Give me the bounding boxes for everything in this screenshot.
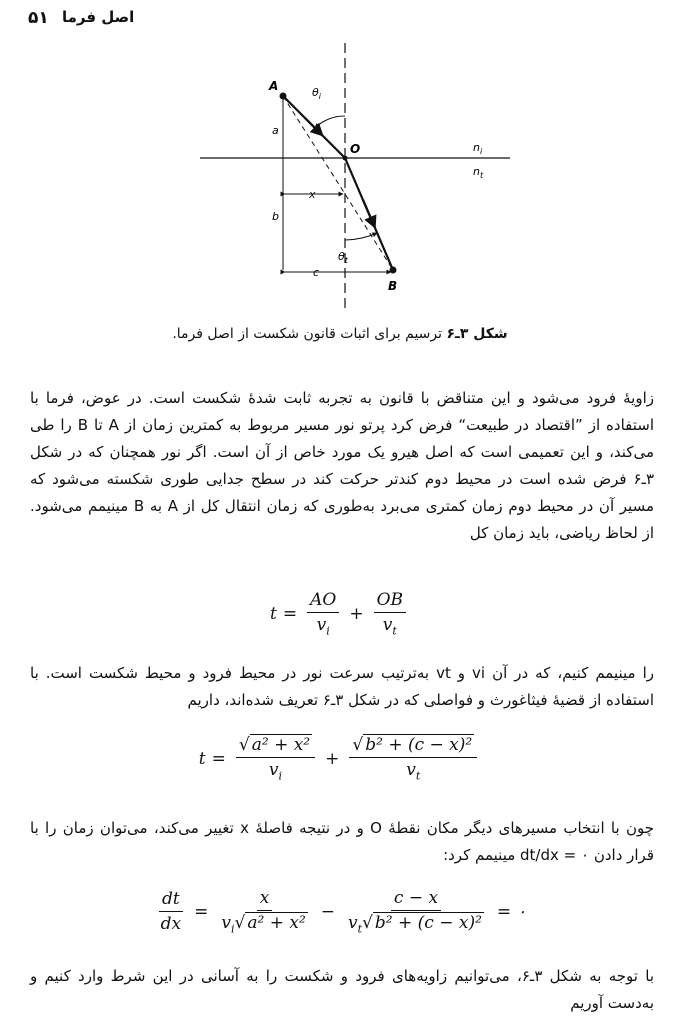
paragraph-1: زاویهٔ فرود می‌شود و این متناقض با قانون به تجربه ثابت شدهٔ شکست است. در عوض، فرما با استفاده از ”اقتصاد در طبیعت“ فرض کرد پرتو نور مسیر مربوط به کمترین زمان از A تا B را طی می‌کند، و این تعمیمی است که اصل هیرو یک مورد خاص از آن است. اگر نور همچنان که در شکل ۳ـ۶ فرض شده است در محیط دوم کندتر حرکت کند در سطح جدایی طوری شکسته می‌شود که مسیر آن در محیط دوم زمان کمتری می‌برد به‌طوری که زمان انتقال کل از A به B مینیمم می‌شود. از لحاظ ریاضی، باید زمان کل [30,389,655,542]
label-b: b [272,210,279,223]
page-number: ۵۱ [28,8,49,28]
paragraph-2: را مینیمم کنیم، که در آن vi و vt به‌ترتیب سرعت نور در محیط فرود و محیط شکست است. با استفاده از قضیهٔ فیثاغورث و فواصلی که در شکل ۳ـ۶ تعریف شده‌اند، داریم [30,664,654,709]
equation-2: t = $\frac{\text{√ a² + x²}}{v_i}$ + $\frac{\text{√ b² + (c − x)²}}{v_t}$ [0,735,680,782]
running-title: اصل فرما [62,8,135,26]
label-O: O [350,142,361,156]
refraction-figure [195,38,515,314]
incident-ray-arrow [305,118,319,132]
equation-3: $\frac{dt}{dx}$ = $\frac{x}{v_i√ a^2 + x^2}$ − $\frac{c - x}{v_t√ b^2 + (c - x)^2}$ = ۰ [160,888,527,936]
label-B: B [388,279,398,293]
label-A: A [269,79,279,93]
paragraph-3: چون با انتخاب مسیرهای دیگر مکان نقطهٔ O و در نتیجه فاصلهٔ x تغییر می‌کند، می‌توان زمان را با قرار دادن dt/dx = ۰ مینیمم کرد: [30,819,654,864]
caption-text: ترسیم برای اثبات قانون شکست از اصل فرما. [172,326,443,342]
figure-caption [40,326,640,342]
label-x: x [309,188,316,201]
paragraph-4: با توجه به شکل ۳ـ۶، می‌توانیم زاویه‌های فرود و شکست را به آسانی در این شرط وارد کنیم و به‌دست آوریم [30,967,655,1012]
straight-path [283,96,393,270]
caption-number: شکل ۳ـ۶ [446,326,508,342]
point-O [343,156,348,161]
label-n-t: $n_t$ [473,165,484,180]
point-A [280,93,287,100]
equation-1: t = $\frac{AO}{v_i}$ + $\frac{OB}{v_t}$ [0,590,680,637]
refracted-ray-arrow [363,200,373,223]
label-a: a [272,124,279,137]
page-header [0,8,680,32]
label-n-i: $n_i$ [473,141,483,156]
fermat-diagram [195,38,515,314]
label-theta-t: $\theta_t$ [338,250,348,265]
theta-i-arc [315,116,345,128]
label-c: c [313,266,320,279]
label-theta-i: $\theta_i$ [312,86,321,101]
